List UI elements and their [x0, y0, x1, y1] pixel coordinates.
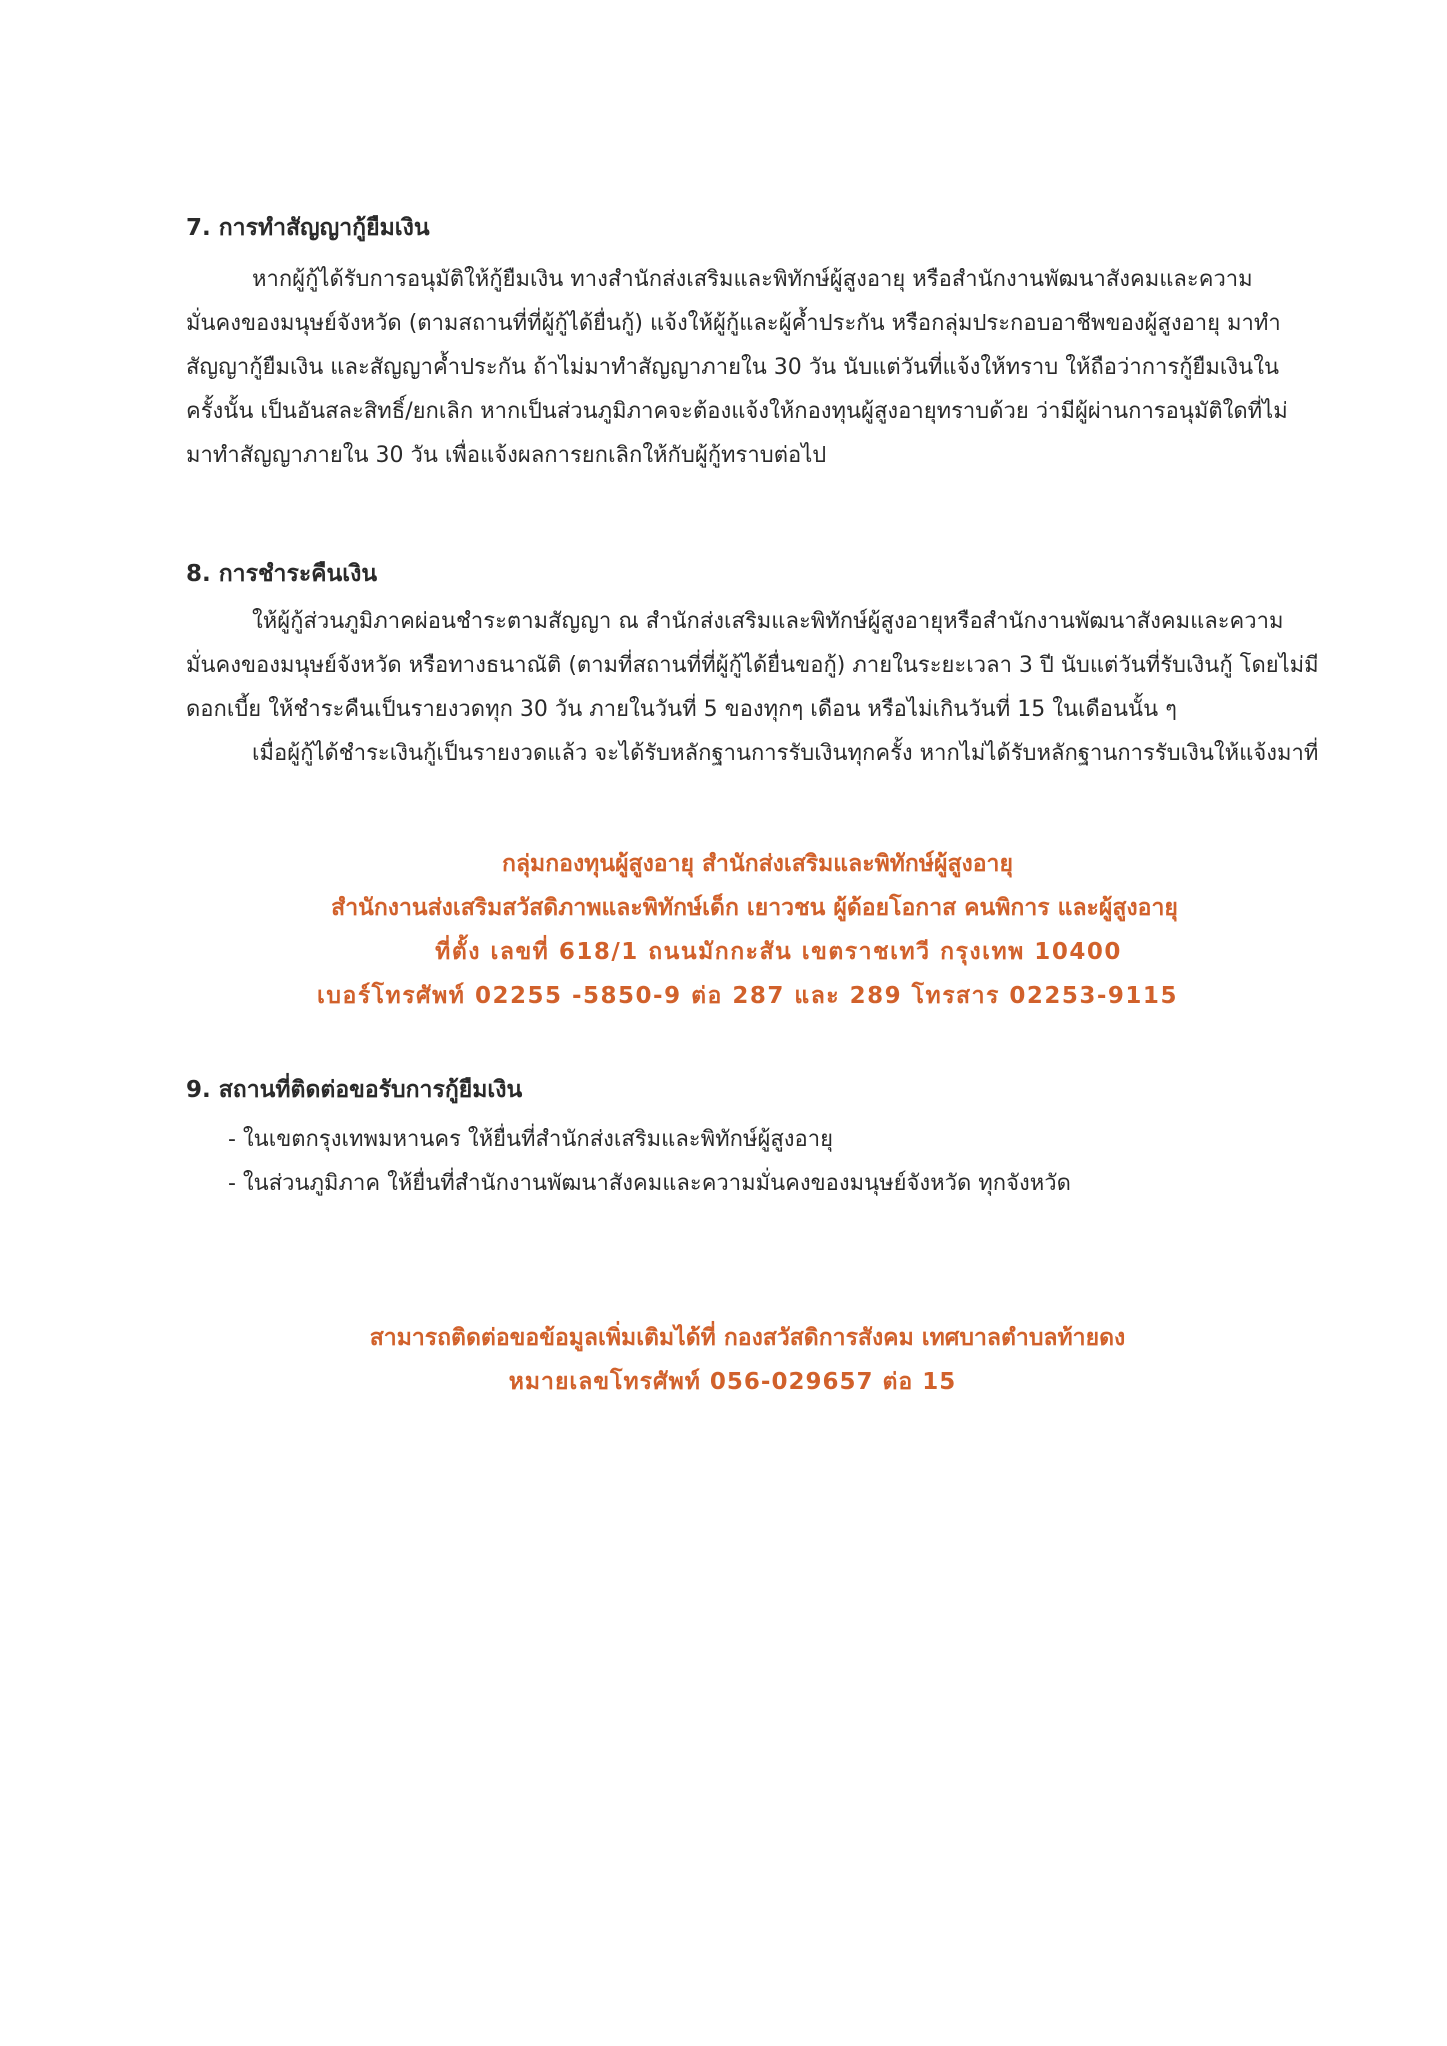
section-8-heading: 8. การชำระคืนเงิน	[186, 561, 378, 587]
section-9-heading: 9. สถานที่ติดต่อขอรับการกู้ยืมเงิน	[186, 1077, 523, 1103]
contact-phone: เบอร์โทรศัพท์ 02255 -5850-9 ต่อ 287 และ 289 โทรสาร 02253-9115	[317, 983, 1178, 1009]
paragraph-line: หากผู้กู้ได้รับการอนุมัติให้กู้ยืมเงิน ทางสำนักส่งเสริมและพิทักษ์ผู้สูงอายุ หรือสำนักงานพัฒนาสังคมและความ	[252, 267, 1253, 292]
paragraph-line: ดอกเบี้ย ให้ชำระคืนเป็นรายงวดทุก 30 วัน ภายในวันที่ 5 ของทุกๆ เดือน หรือไม่เกินวันที่ 15 ในเดือนนั้น ๆ	[186, 697, 1177, 722]
paragraph-line: เมื่อผู้กู้ได้ชำระเงินกู้เป็นรายงวดแล้ว จะได้รับหลักฐานการรับเงินทุกครั้ง หากไม่ได้รับหลักฐานการรับเงินให้แจ้งมาที่	[252, 741, 1319, 766]
paragraph-line: มั่นคงของมนุษย์จังหวัด (ตามสถานที่ที่ผู้กู้ได้ยื่นกู้) แจ้งให้ผู้กู้และผู้ค้ำประกัน หรือกลุ่มประกอบอาชีพของผู้สูงอายุ มาทำ	[186, 311, 1281, 336]
section-contact-locations	[186, 1074, 1386, 1206]
paragraph-line: ให้ผู้กู้ส่วนภูมิภาคผ่อนชำระตามสัญญา ณ สำนักส่งเสริมและพิทักษ์ผู้สูงอายุหรือสำนักงานพัฒนาสังคมและความ	[252, 609, 1284, 634]
list-item: - ในส่วนภูมิภาค ให้ยื่นที่สำนักงานพัฒนาสังคมและความมั่นคงของมนุษย์จังหวัด ทุกจังหวัด	[228, 1171, 1071, 1196]
contact-address: ที่ตั้ง เลขที่ 618/1 ถนนมักกะสัน เขตราชเทวี กรุงเทพ 10400	[435, 939, 1122, 965]
list-item: - ในเขตกรุงเทพมหานคร ให้ยื่นที่สำนักส่งเสริมและพิทักษ์ผู้สูงอายุ	[228, 1127, 833, 1152]
section-7-heading: 7. การทำสัญญากู้ยืมเงิน	[186, 215, 430, 241]
contact-office-name: กลุ่มกองทุนผู้สูงอายุ สำนักส่งเสริมและพิทักษ์ผู้สูงอายุ	[502, 851, 1013, 877]
paragraph-line: มั่นคงของมนุษย์จังหวัด หรือทางธนาณัติ (ตามที่สถานที่ที่ผู้กู้ได้ยื่นขอกู้) ภายในระยะเวลา 3 ปี นับแต่วันที่รับเงินกู้ โดยไม่มี	[186, 653, 1319, 678]
contact-department-name: สำนักงานส่งเสริมสวัสดิภาพและพิทักษ์เด็ก เยาวชน ผู้ด้อยโอกาส คนพิการ และผู้สูงอายุ	[331, 895, 1178, 921]
footer-phone-line: หมายเลขโทรศัพท์ 056-029657 ต่อ 15	[508, 1369, 957, 1395]
paragraph-line: มาทำสัญญาภายใน 30 วัน เพื่อแจ้งผลการยกเลิกให้กับผู้กู้ทราบต่อไป	[186, 443, 827, 468]
footer-contact	[0, 1316, 1447, 1404]
section-loan-contract	[186, 212, 1386, 478]
contact-block	[0, 842, 1447, 1018]
paragraph-line: สัญญากู้ยืมเงิน และสัญญาค้ำประกัน ถ้าไม่มาทำสัญญาภายใน 30 วัน นับแต่วันที่แจ้งให้ทราบ ให้ถือว่าการกู้ยืมเงินใน	[186, 355, 1279, 380]
paragraph-line: ครั้งนั้น เป็นอันสละสิทธิ์/ยกเลิก หากเป็นส่วนภูมิภาคจะต้องแจ้งให้กองทุนผู้สูงอายุทราบด้วย ว่ามีผู้ผ่านการอนุมัติใดที่ไม่	[186, 399, 1288, 424]
section-repayment	[186, 558, 1386, 776]
footer-info-line: สามารถติดต่อขอข้อมูลเพิ่มเติมได้ที่ กองสวัสดิการสังคม เทศบาลตำบลท้ายดง	[369, 1325, 1126, 1351]
